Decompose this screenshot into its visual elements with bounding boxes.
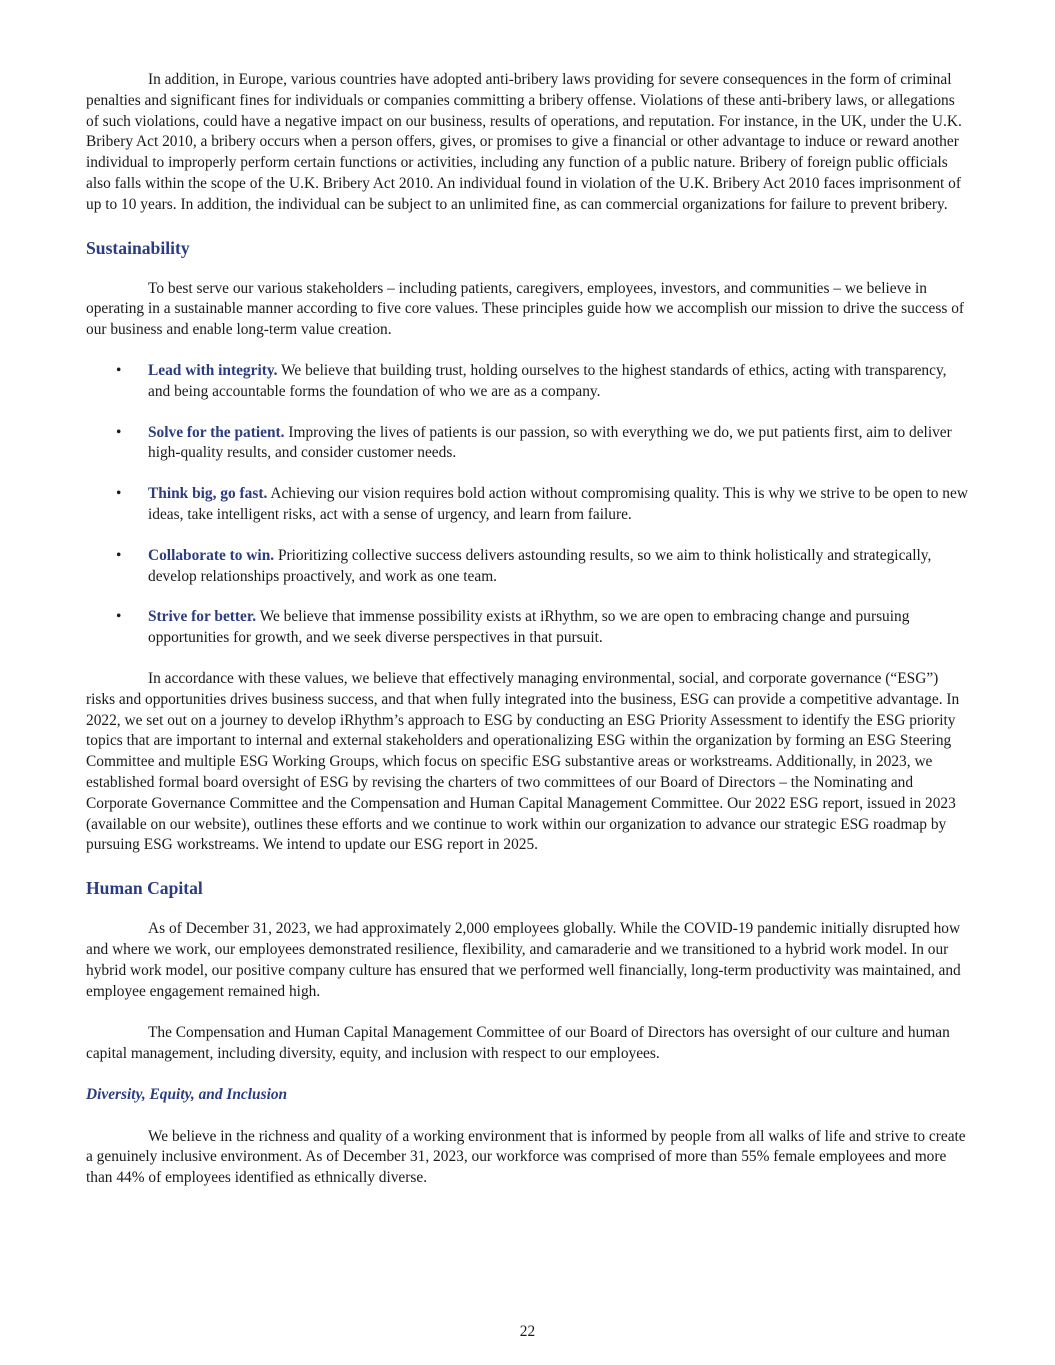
core-values-list	[86, 361, 970, 649]
core-value-text: We believe that building trust, holding ourselves to the highest standards of ethics, acting with transparency, and being accountable forms the foundation of who we are as a company.	[148, 361, 947, 400]
core-value-text: Prioritizing collective success delivers astounding results, so we aim to think holistically and strategically, develop relationships proactively, and work as one team.	[148, 546, 932, 585]
bullet-icon: •	[116, 608, 122, 626]
core-value-item	[86, 361, 970, 403]
page-number: 22	[519, 1323, 536, 1340]
core-value-item	[86, 423, 970, 465]
dei-paragraph: We believe in the richness and quality of a working environment that is informed by people from all walks of life and strive to create a genuinely inclusive environment. As of December 31, 2023, our workforce was comprised of more than 55% female employees and more than 44% of employees identified as ethnically diverse.	[86, 1127, 966, 1187]
sustainability-heading: Sustainability	[86, 237, 190, 258]
esg-paragraph: In accordance with these values, we believe that effectively managing environmental, social, and corporate governance (“ESG”) risks and opportunities drives business success, and that when fully integrated into the business, ESG can provide a competitive advantage. In 2022, we set out on a journey to develop iRhythm’s approach to ESG by conducting an ESG Priority Assessment to identify the ESG priority topics that are important to internal and external stakeholders and operationalizing ESG within the organization by forming an ESG Steering Committee and multiple ESG Working Groups, which focus on specific ESG substantive areas or workstreams. Additionally, in 2023, we established formal board oversight of ESG by revising the charters of two committees of our Board of Directors – the Nominating and Corporate Governance Committee and the Compensation and Human Capital Management Committee. Our 2022 ESG report, issued in 2023 (available on our website), outlines these efforts and we continue to work within our organization to advance our strategic ESG roadmap by pursuing ESG workstreams. We intend to update our ESG report in 2025.	[86, 669, 960, 854]
core-value-title: Think big, go fast.	[148, 485, 268, 503]
core-value-text: Achieving our vision requires bold action without compromising quality. This is why we strive to be open to new ideas, take intelligent risks, act with a sense of urgency, and learn from failure.	[148, 485, 968, 523]
core-value-title: Lead with integrity.	[148, 361, 278, 379]
sustainability-intro-paragraph: To best serve our various stakeholders – including patients, caregivers, employees, investors, and communities – we believe in operating in a sustainable manner according to five core values. These principles guide how we accomplish our mission to drive the success of our business and enable long-term value creation.	[86, 279, 965, 339]
core-value-title: Collaborate to win.	[148, 546, 275, 564]
core-value-text: Improving the lives of patients is our passion, so with everything we do, we put patients first, aim to deliver high-quality results, and consider customer needs.	[148, 423, 952, 462]
human-capital-paragraph-2: The Compensation and Human Capital Management Committee of our Board of Directors has oversight of our culture and human capital management, including diversity, equity, and inclusion with respect to our employees.	[86, 1024, 950, 1063]
core-value-title: Solve for the patient.	[148, 423, 285, 441]
bribery-paragraph: In addition, in Europe, various countries have adopted anti-bribery laws providing for severe consequences in the form of criminal penalties and significant fines for individuals or companies committing a bribery offense. Violations of these anti-bribery laws, or allegations of such violations, could have a negative impact on our business, results of operations, and reputation. For instance, in the UK, under the U.K. Bribery Act 2010, a bribery occurs when a person offers, gives, or promises to give a financial or other advantage to induce or reward another individual to improperly perform certain functions or activities, including any function of a public nature. Bribery of foreign public officials also falls within the scope of the U.K. Bribery Act 2010. An individual found in violation of the U.K. Bribery Act 2010 faces imprisonment of up to 10 years. In addition, the individual can be subject to an unlimited fine, as can commercial organizations for failure to prevent bribery.	[86, 71, 962, 213]
core-value-item	[86, 607, 970, 649]
bullet-icon: •	[116, 423, 122, 441]
bullet-icon: •	[116, 546, 122, 564]
bullet-icon: •	[116, 361, 122, 379]
dei-heading: Diversity, Equity, and Inclusion	[86, 1085, 288, 1103]
core-value-title: Strive for better.	[148, 608, 257, 626]
core-value-item	[86, 484, 970, 526]
human-capital-heading: Human Capital	[86, 878, 203, 899]
human-capital-paragraph-1: As of December 31, 2023, we had approximately 2,000 employees globally. While the COVID-19 pandemic initially disrupted how and where we work, our employees demonstrated resilience, flexibility, and camaraderie and we transitioned to a hybrid work model. In our hybrid work model, our positive company culture has ensured that we performed well financially, long-term productivity was maintained, and employee engagement remained high.	[86, 920, 961, 1000]
core-value-text: We believe that immense possibility exists at iRhythm, so we are open to embracing change and pursuing opportunities for growth, and we seek diverse perspectives in that pursuit.	[148, 608, 910, 647]
bullet-icon: •	[116, 485, 122, 503]
document-page	[86, 70, 970, 1189]
core-value-item	[86, 546, 970, 588]
